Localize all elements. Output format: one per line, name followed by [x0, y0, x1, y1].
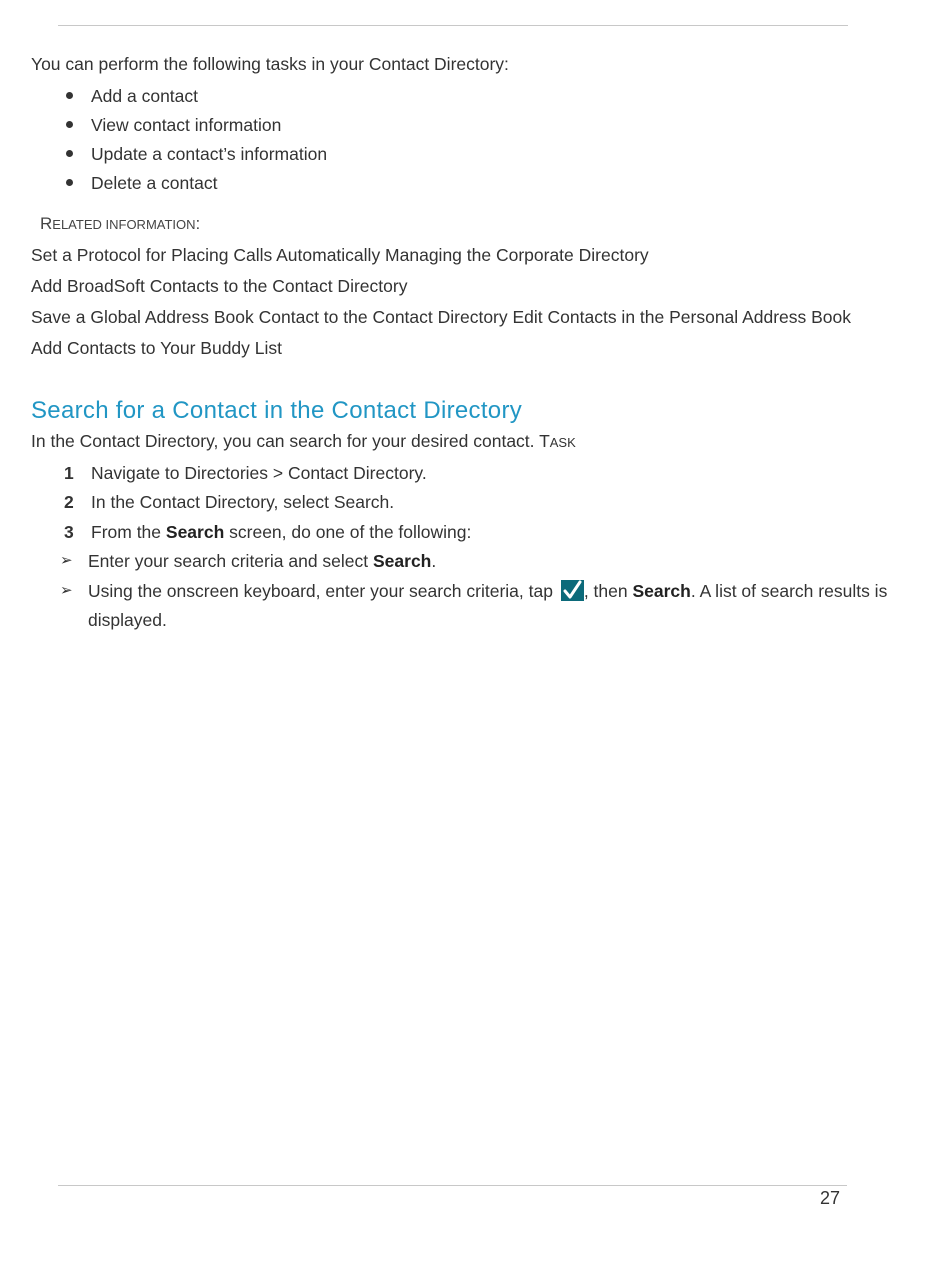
page-number: 27 — [820, 1188, 841, 1208]
bullet-icon — [66, 121, 73, 128]
related-information-label: RELATED INFORMATION: — [40, 214, 201, 233]
task-item: View contact information — [91, 115, 282, 135]
arrowhead-icon: ➢ — [60, 552, 73, 569]
section-intro: In the Contact Directory, you can search for your desired contact. TASK — [31, 431, 576, 451]
step-number: 2 — [64, 492, 74, 512]
checkmark-icon — [561, 580, 584, 601]
bullet-icon — [66, 92, 73, 99]
option-text: Using the onscreen keyboard, enter your search criteria, tap , then Search. A list of search results is — [88, 581, 888, 601]
step-text: In the Contact Directory, select Search. — [91, 492, 395, 512]
bullet-icon — [66, 179, 73, 186]
footer-rule — [58, 1185, 847, 1186]
step-text: Navigate to Directories > Contact Directory. — [91, 463, 427, 483]
related-link[interactable]: Set a Protocol for Placing Calls Automatically Managing the Corporate Directory — [31, 245, 649, 265]
related-link[interactable]: Add Contacts to Your Buddy List — [31, 338, 282, 358]
step-number: 3 — [64, 522, 74, 542]
related-link[interactable]: Add BroadSoft Contacts to the Contact Directory — [31, 276, 408, 296]
task-item: Update a contact’s information — [91, 144, 328, 164]
task-item: Add a contact — [91, 86, 199, 106]
arrowhead-icon: ➢ — [60, 582, 73, 599]
option-text: Enter your search criteria and select Search. — [88, 551, 437, 571]
intro-text: You can perform the following tasks in your Contact Directory: — [31, 54, 509, 74]
bullet-icon — [66, 150, 73, 157]
header-rule — [58, 25, 848, 26]
section-heading: Search for a Contact in the Contact Directory — [31, 397, 523, 424]
step-number: 1 — [64, 463, 74, 483]
step-text: From the Search screen, do one of the following: — [91, 522, 472, 542]
option-text-continued: displayed. — [88, 610, 167, 630]
task-item: Delete a contact — [91, 173, 218, 193]
related-link[interactable]: Save a Global Address Book Contact to the Contact Directory Edit Contacts in the Personal Address Book — [31, 307, 852, 327]
